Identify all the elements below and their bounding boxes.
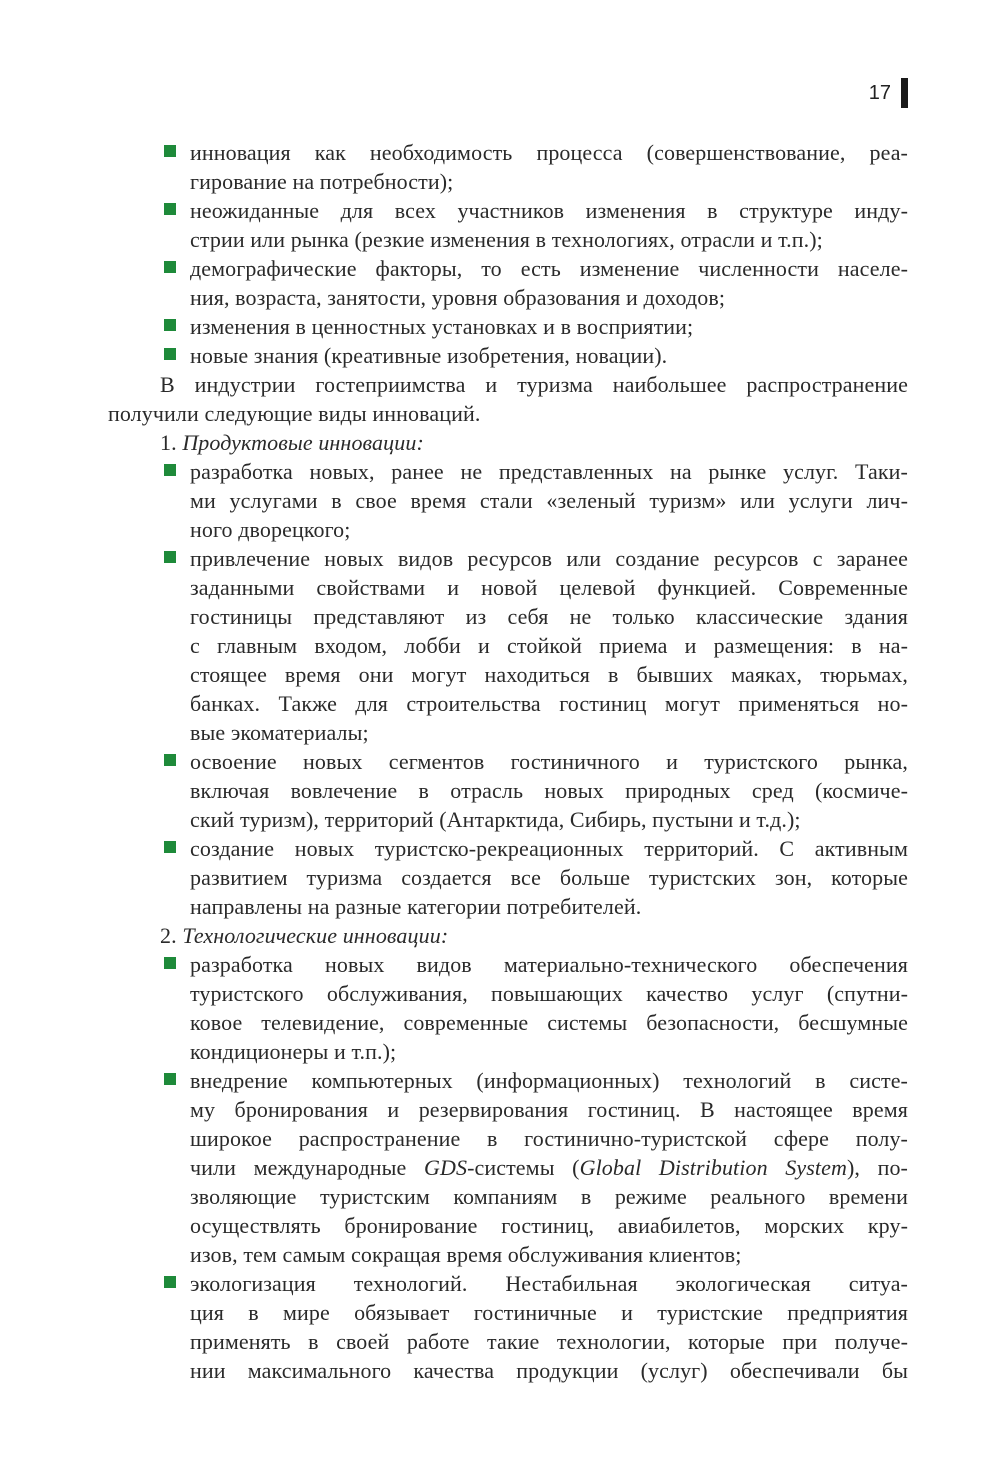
page-marker-bar (901, 78, 908, 108)
page-number: 17 (869, 78, 908, 108)
list-item: внедрение компьютерных (информационных) технологий в систе- му бронирования и резервирования гостиниц. В настоящее время широкое распространение в гостинично-туристской сфере полу- чили международные GDS-системы (Global Distribution System), по- зволяющие туристским компаниям в режиме реального времени осуществлять бронирование гостиниц, авиабилетов, морских кру- изов, тем самым сокращая время обслуживания клиентов; (108, 1066, 908, 1269)
bullet-list (108, 138, 908, 370)
paragraph: В индустрии гостеприимства и туризма наибольшее распространение получили следующие виды инноваций. (108, 372, 908, 426)
bullet-list (108, 457, 908, 921)
list-item: изменения в ценностных установках и в восприятии; (108, 312, 908, 341)
list-item: создание новых туристско-рекреационных территорий. С активным развитием туризма создается все больше туристских зон, которые направлены на разные категории потребителей. (108, 834, 908, 921)
gds-line: чили международные GDS-системы (Global Distribution System), по- (190, 1155, 908, 1180)
list-item: разработка новых видов материально-технического обеспечения туристского обслуживания, повышающих качество услуг (спутни- ковое телевидение, современные системы безопасности, бесшумные кондиционеры и т.п.); (108, 950, 908, 1066)
bullet-icon (164, 348, 176, 360)
section-heading-tech: 2. Технологические инновации: (160, 923, 449, 948)
bullet-icon (164, 261, 176, 273)
list-item: новые знания (креативные изобретения, новации). (108, 341, 908, 370)
bullet-icon (164, 841, 176, 853)
list-item: разработка новых, ранее не представленных на рынке услуг. Таки- ми услугами в свое время стали «зеленый туризм» или услуги лич- ного дворецкого; (108, 457, 908, 544)
list-item: экологизация технологий. Нестабильная экологическая ситуа- ция в мире обязывает гостиничные и туристские предприятия применять в своей работе такие технологии, которые при получе- нии максимального качества продукции (услуг) обеспечивали бы (108, 1269, 908, 1385)
list-item: привлечение новых видов ресурсов или создание ресурсов с заранее заданными свойствами и новой целевой функцией. Современные гостиницы представляют из себя не только классические здания с главным входом, лобби и стойкой приема и размещения: в на- стоящее время они могут находиться в бывших маяках, тюрьмах, банках. Также для строительства гостиниц могут применяться но- вые экоматериалы; (108, 544, 908, 747)
bullet-icon (164, 203, 176, 215)
bullet-icon (164, 754, 176, 766)
bullet-icon (164, 1276, 176, 1288)
section-heading-product: 1. Продуктовые инновации: (160, 430, 424, 455)
bullet-icon (164, 145, 176, 157)
bullet-list (108, 950, 908, 1385)
list-item: неожиданные для всех участников изменения в структуре инду- стрии или рынка (резкие изменения в технологиях, отрасли и т.п.); (108, 196, 908, 254)
bullet-icon (164, 464, 176, 476)
bullet-icon (164, 319, 176, 331)
bullet-icon (164, 1073, 176, 1085)
body-text (108, 138, 908, 1385)
bullet-icon (164, 551, 176, 563)
bullet-icon (164, 957, 176, 969)
list-item: освоение новых сегментов гостиничного и туристского рынка, включая вовлечение в отрасль новых природных сред (космиче- ский туризм), территорий (Антарктида, Сибирь, пустыни и т.д.); (108, 747, 908, 834)
list-item: инновация как необходимость процесса (совершенствование, реа- гирование на потребности); (108, 138, 908, 196)
list-item: демографические факторы, то есть изменение численности населе- ния, возраста, занятости, уровня образования и доходов; (108, 254, 908, 312)
